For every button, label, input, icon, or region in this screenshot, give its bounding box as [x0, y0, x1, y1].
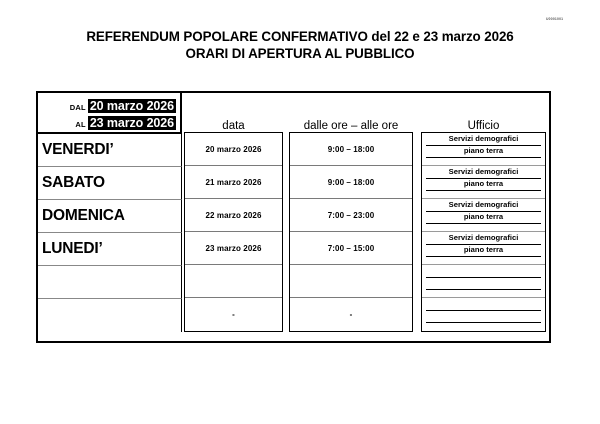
table-cell-ore: 9:00 – 18:00 [290, 133, 412, 166]
table-cell-data: - [232, 310, 235, 319]
ufficio-line-1: Servizi demografici [426, 200, 541, 212]
column-data [182, 93, 285, 341]
table-cell-ore: 7:00 – 23:00 [290, 199, 412, 232]
period-from-row [70, 99, 176, 113]
column-header-ufficio: Ufficio [467, 120, 500, 132]
ufficio-line-2 [426, 311, 541, 323]
ufficio-line-1 [426, 266, 541, 278]
period-to-row [75, 116, 176, 130]
ufficio-line-1: Servizi demografici [426, 233, 541, 245]
table-cell-ufficio [422, 133, 545, 166]
column-ufficio [419, 93, 548, 341]
table-cell-data [185, 265, 282, 298]
table-row: DOMENICA [38, 200, 182, 233]
column-header-data: data [222, 120, 245, 132]
table-cell-data: 23 marzo 2026 [185, 232, 282, 265]
ufficio-line-2: piano terra [426, 245, 541, 257]
table-cell-data: 20 marzo 2026 [185, 133, 282, 166]
table-cell-ufficio [422, 199, 545, 232]
table-row [38, 266, 182, 299]
table-cell-ore: 9:00 – 18:00 [290, 166, 412, 199]
column-ore [287, 93, 415, 341]
ufficio-line-2: piano terra [426, 146, 541, 158]
period-from-label: DAL [69, 102, 86, 112]
document-code-stamp: U0001001 [546, 17, 564, 21]
opening-hours-table [36, 91, 551, 343]
ufficio-line-2: piano terra [426, 179, 541, 191]
table-row: VENERDI’ [38, 134, 182, 167]
period-to-value: 23 marzo 2026 [89, 115, 174, 130]
title-line-1: REFERENDUM POPOLARE CONFERMATIVO del 22 e 23 marzo 2026 [86, 29, 514, 44]
period-to-label: AL [75, 119, 86, 129]
period-from-value: 20 marzo 2026 [89, 98, 174, 113]
ufficio-line-1 [426, 299, 541, 311]
table-row [38, 299, 182, 332]
period-header-cell [38, 93, 182, 134]
ufficio-line-2: piano terra [426, 212, 541, 224]
ufficio-line-2 [426, 278, 541, 290]
table-row: LUNEDI’ [38, 233, 182, 266]
column-ore-box [289, 132, 413, 332]
table-cell-ufficio [422, 166, 545, 199]
table-cell-ore: 7:00 – 15:00 [290, 232, 412, 265]
table-cell-ufficio [422, 265, 545, 298]
table-cell-ore: - [349, 310, 353, 319]
page-title [0, 28, 600, 62]
title-line-2: ORARI DI APERTURA AL PUBBLICO [185, 46, 415, 61]
table-cell-data: 21 marzo 2026 [185, 166, 282, 199]
column-data-box [184, 132, 283, 332]
column-ufficio-box [421, 132, 546, 332]
table-grid [38, 93, 549, 341]
table-cell-data: 22 marzo 2026 [185, 199, 282, 232]
column-header-ore: dalle ore – alle ore [303, 120, 399, 132]
ufficio-line-1: Servizi demografici [426, 134, 541, 146]
column-days [38, 93, 182, 341]
table-row: SABATO [38, 167, 182, 200]
table-cell-ore [290, 265, 412, 298]
ufficio-line-1: Servizi demografici [426, 167, 541, 179]
table-cell-ufficio [422, 298, 545, 331]
table-cell-ufficio [422, 232, 545, 265]
